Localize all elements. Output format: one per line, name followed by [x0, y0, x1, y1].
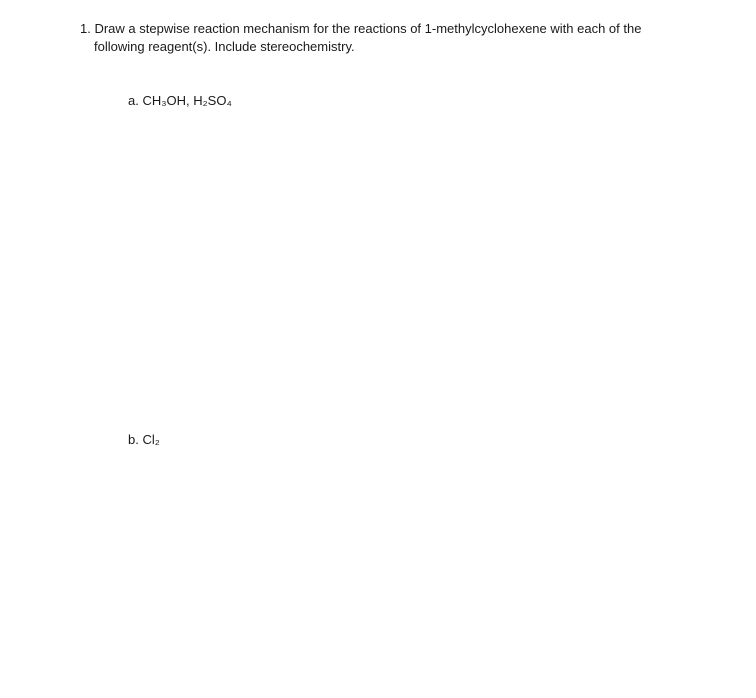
part-a-reagents: a. CH₃OH, H₂SO₄: [128, 93, 232, 108]
question-text-line-2: following reagent(s). Include stereochemistry.: [94, 39, 355, 54]
question-text-line-1: 1. Draw a stepwise reaction mechanism for the reactions of 1-methylcyclohexene with each of the: [80, 21, 642, 36]
question-prompt: [80, 20, 720, 56]
part-b-reagents: b. Cl₂: [128, 432, 160, 447]
